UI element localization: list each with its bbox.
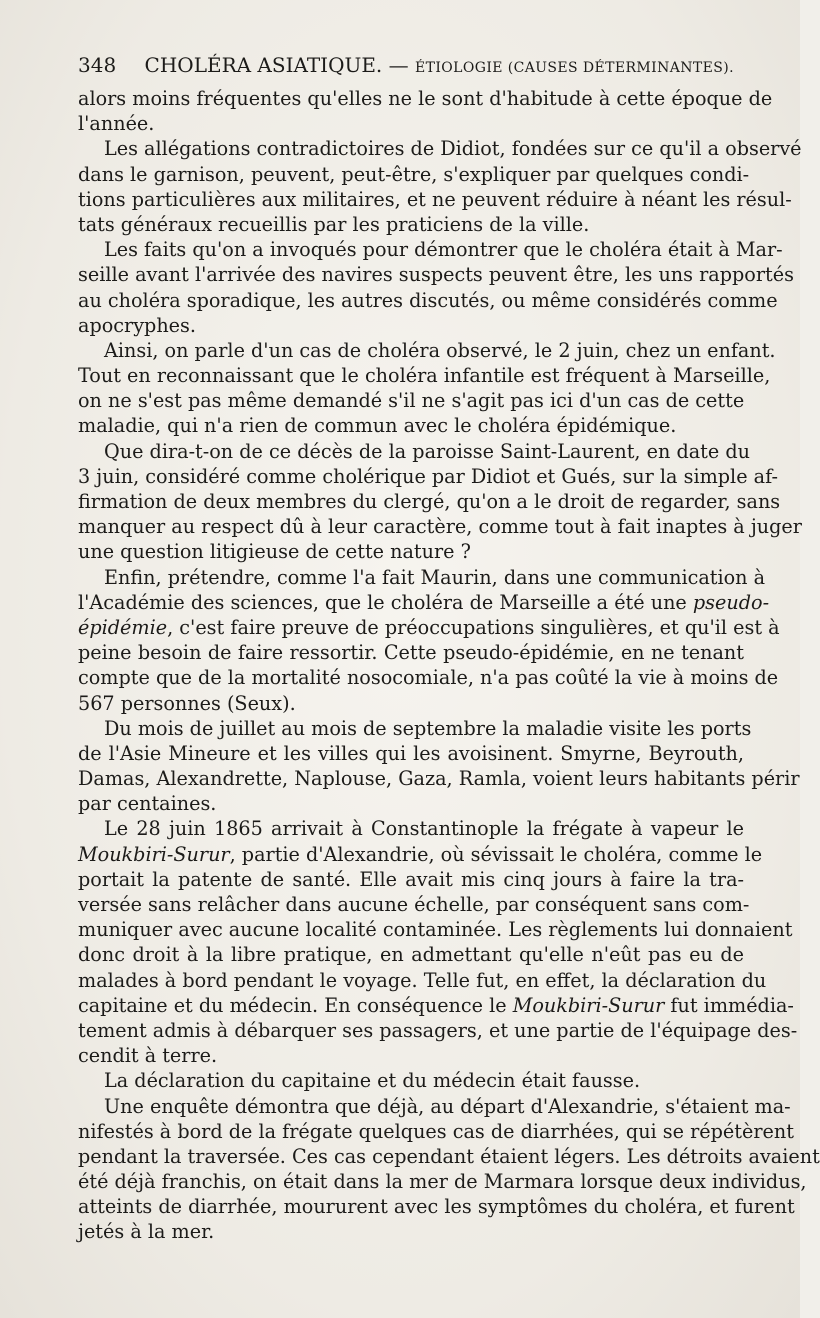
- line-text: tats généraux recueillis par les praticiens de la ville.: [78, 212, 590, 236]
- text-line: [78, 942, 744, 967]
- text-line: [78, 615, 780, 640]
- text-line: [78, 288, 778, 313]
- text-line: [78, 1144, 820, 1169]
- line-text: manquer au respect dû à leur caractère, comme tout à fait inaptes à juger: [78, 515, 802, 539]
- line-text: , c'est faire preuve de préoccupations singulières, et qu'il est à: [167, 615, 780, 639]
- line-text: cendit à terre.: [78, 1044, 218, 1068]
- line-text: au choléra sporadique, les autres discutés, ou même considérés comme: [78, 288, 778, 312]
- line-text: 3 juin, considéré comme cholérique par Didiot et Gués, sur la simple af-: [78, 464, 778, 488]
- italic-text: Moukbiri-Surur: [78, 842, 230, 866]
- text-line: [78, 993, 794, 1018]
- text-line: [78, 791, 744, 816]
- line-text: dans le garnison, peuvent, peut-être, s'expliquer par quelques condi-: [78, 162, 750, 186]
- text-line: [78, 640, 744, 665]
- line-text: versée sans relâcher dans aucune échelle, par conséquent sans com-: [78, 893, 750, 916]
- text-line: [78, 816, 744, 841]
- text-line: [78, 439, 750, 464]
- text-line: [78, 514, 802, 539]
- text-line: [78, 162, 750, 187]
- line-text: firmation de deux membres du clergé, qu'on a le droit de regarder, sans: [78, 490, 781, 513]
- header-section: ÉTIOLOGIE (CAUSES DÉTERMINANTES).: [415, 60, 734, 76]
- text-line: [78, 1094, 791, 1119]
- line-text: Les faits qu'on a invoqués pour démontrer que le choléra était à Mar-: [104, 238, 783, 262]
- line-text: Une enquête démontra que déjà, au départ d'Alexandrie, s'étaient ma-: [104, 1094, 791, 1118]
- line-text: l'Académie des sciences, que le choléra de Marseille a été une: [78, 590, 693, 614]
- text-line: [78, 1018, 798, 1043]
- line-text: Que dira-t-on de ce décès de la paroisse Saint-Laurent, en date du: [104, 439, 750, 463]
- header-title: CHOLÉRA ASIATIQUE.: [144, 53, 383, 77]
- text-line: [78, 1169, 807, 1194]
- text-line: [78, 388, 744, 413]
- header-dash: —: [388, 53, 409, 77]
- line-text: Enfin, prétendre, comme l'a fait Maurin, dans une communication à: [104, 565, 766, 589]
- text-line: [78, 842, 763, 867]
- text-line: [78, 1194, 795, 1219]
- line-text: maladie, qui n'a rien de commun avec le choléra épidémique.: [78, 414, 677, 438]
- line-text: tement admis à débarquer ses passagers, et une partie de l'équipage des-: [78, 1018, 798, 1042]
- text-line: [78, 111, 744, 136]
- text-line: [78, 187, 792, 212]
- line-text: donc droit à la libre pratique, en admettant qu'elle n'eût pas eu de: [78, 943, 744, 967]
- text-line: [78, 691, 744, 716]
- line-text: par centaines.: [78, 792, 217, 816]
- italic-text: Moukbiri-Surur: [512, 993, 665, 1017]
- text-line: [78, 968, 767, 993]
- text-line: [78, 237, 783, 262]
- text-line: [78, 338, 776, 363]
- text-line: [78, 1068, 744, 1093]
- line-text: muniquer avec aucune localité contaminée. Les règlements lui donnaient: [78, 918, 793, 942]
- text-line: [78, 464, 778, 489]
- line-text: été déjà franchis, on était dans la mer de Marmara lorsque deux individus,: [78, 1170, 807, 1194]
- text-line: [78, 565, 766, 590]
- line-text: atteints de diarrhée, moururent avec les symptômes du choléra, et furent: [78, 1195, 795, 1219]
- text-line: [78, 539, 744, 564]
- line-text: peine besoin de faire ressortir. Cette pseudo-épidémie, en ne tenant: [78, 641, 744, 665]
- text-line: [78, 262, 794, 287]
- text-line: [78, 1219, 744, 1244]
- text-line: [78, 1119, 794, 1144]
- text-line: [78, 363, 771, 388]
- line-text: 567 personnes (Seux).: [78, 691, 296, 715]
- italic-text: épidémie: [78, 615, 168, 639]
- text-line: [78, 590, 770, 615]
- text-line: [78, 212, 744, 237]
- body-text: [78, 86, 820, 1245]
- line-text: jetés à la mer.: [78, 1220, 215, 1244]
- line-text: une question litigieuse de cette nature ?: [78, 540, 471, 564]
- line-text: Tout en reconnaissant que le choléra infantile est fréquent à Marseille,: [78, 364, 771, 388]
- text-line: [78, 86, 773, 111]
- text-line: [78, 665, 779, 690]
- line-text: alors moins fréquentes qu'elles ne le sont d'habitude à cette époque de: [78, 87, 773, 110]
- line-text: capitaine et du médecin. En conséquence le: [78, 993, 513, 1017]
- text-line: [78, 136, 802, 161]
- line-text: fut immédia-: [664, 993, 794, 1017]
- text-line: [78, 716, 752, 741]
- line-text: tions particulières aux militaires, et ne peuvent réduire à néant les résul-: [78, 187, 792, 211]
- line-text: seille avant l'arrivée des navires suspects peuvent être, les uns rapportés: [78, 263, 794, 287]
- text-line: [78, 741, 744, 766]
- line-text: l'année.: [78, 112, 155, 136]
- line-text: , partie d'Alexandrie, où sévissait le choléra, comme le: [229, 842, 763, 866]
- line-text: Le 28 juin 1865 arrivait à Constantinople la frégate à vapeur le: [104, 817, 744, 841]
- line-text: de l'Asie Mineure et les villes qui les avoisinent. Smyrne, Beyrouth,: [78, 741, 744, 765]
- line-text: La déclaration du capitaine et du médecin était fausse.: [104, 1069, 641, 1093]
- line-text: nifestés à bord de la frégate quelques cas de diarrhées, qui se répétèrent: [78, 1119, 794, 1143]
- running-header: [78, 50, 743, 80]
- text-line: [78, 1043, 744, 1068]
- line-text: portait la patente de santé. Elle avait mis cinq jours à faire la tra-: [78, 867, 744, 891]
- page-number: 348: [78, 53, 117, 77]
- text-line: [78, 313, 744, 338]
- line-text: compte que de la mortalité nosocomiale, n'a pas coûté la vie à moins de: [78, 666, 779, 690]
- text-line: [78, 917, 793, 942]
- line-text: pendant la traversée. Ces cas cependant étaient légers. Les détroits avaient: [78, 1144, 820, 1168]
- line-text: Damas, Alexandrette, Naplouse, Gaza, Ramla, voient leurs habitants périr: [78, 767, 800, 791]
- text-line: [78, 766, 800, 791]
- text-line: [78, 413, 744, 438]
- line-text: Ainsi, on parle d'un cas de choléra observé, le 2 juin, chez un enfant.: [104, 338, 776, 362]
- line-text: Les allégations contradictoires de Didiot, fondées sur ce qu'il a observé: [104, 137, 802, 161]
- text-line: [78, 489, 781, 514]
- line-text: apocryphes.: [78, 313, 196, 337]
- text-line: [78, 892, 750, 917]
- line-text: on ne s'est pas même demandé s'il ne s'agit pas ici d'un cas de cette: [78, 389, 745, 413]
- italic-text: pseudo-: [692, 590, 770, 614]
- text-line: [78, 867, 744, 892]
- line-text: Du mois de juillet au mois de septembre la maladie visite les ports: [104, 716, 752, 740]
- line-text: malades à bord pendant le voyage. Telle fut, en effet, la déclaration du: [78, 968, 767, 992]
